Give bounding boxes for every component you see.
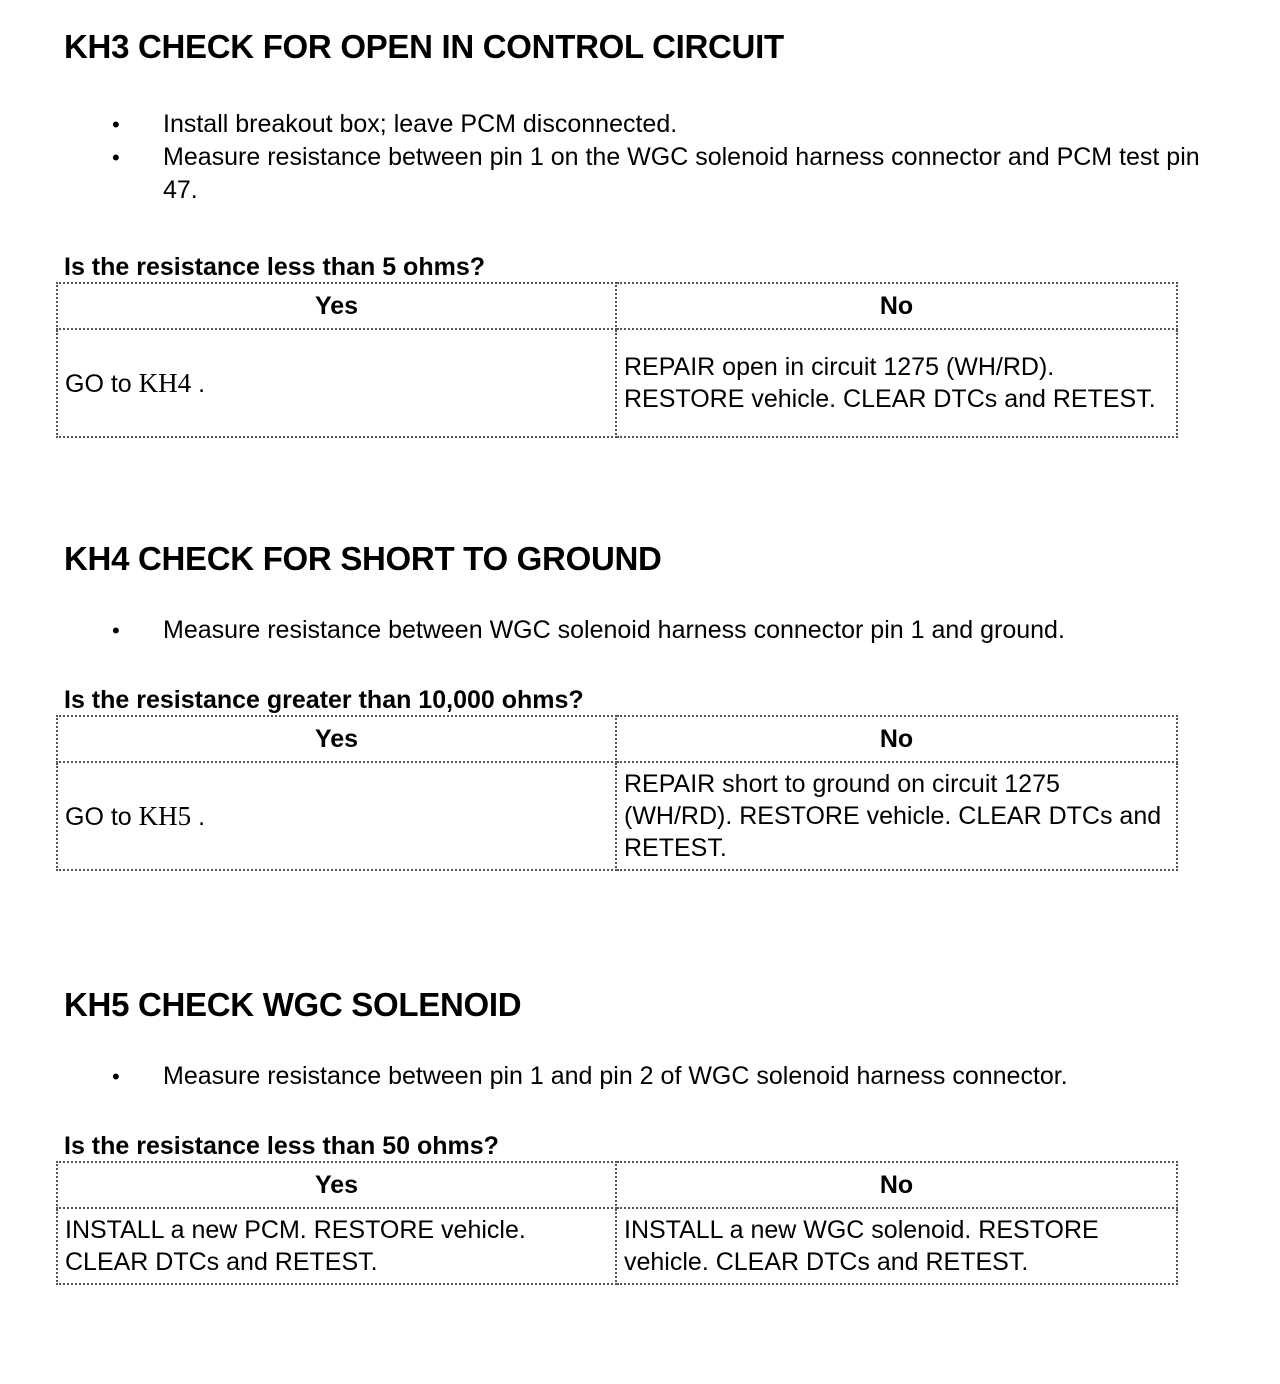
goto-link-kh5[interactable]: KH5 — [138, 800, 192, 831]
no-header: No — [616, 283, 1177, 329]
section-kh4 — [64, 538, 1224, 871]
step-list — [64, 1060, 1224, 1093]
section-title: KH5 CHECK WGC SOLENOID — [64, 986, 522, 1023]
question: Is the resistance greater than 10,000 ohms? — [64, 686, 584, 714]
step-list — [64, 108, 1224, 207]
decision-table — [56, 715, 1178, 871]
step-item: • Measure resistance between pin 1 on the WGC solenoid harness connector and PCM test pin 47. — [64, 141, 1224, 207]
yes-cell — [57, 762, 616, 870]
question: Is the resistance less than 5 ohms? — [64, 253, 485, 281]
section-title: KH4 CHECK FOR SHORT TO GROUND — [64, 540, 662, 577]
yes-header: Yes — [57, 1162, 616, 1208]
section-kh3 — [64, 26, 1224, 438]
goto-link-kh4[interactable]: KH4 — [138, 367, 192, 398]
yes-prefix: GO to — [65, 802, 139, 831]
step-item: • Measure resistance between WGC solenoid harness connector pin 1 and ground. — [64, 614, 1224, 647]
no-header: No — [616, 716, 1177, 762]
yes-suffix: . — [191, 802, 206, 831]
no-cell: REPAIR short to ground on circuit 1275 (WH/RD). RESTORE vehicle. CLEAR DTCs and RETEST. — [616, 762, 1177, 870]
yes-cell: INSTALL a new PCM. RESTORE vehicle. CLEAR DTCs and RETEST. — [57, 1208, 616, 1284]
step-item: • Measure resistance between pin 1 and pin 2 of WGC solenoid harness connector. — [64, 1060, 1224, 1093]
question: Is the resistance less than 50 ohms? — [64, 1132, 499, 1160]
decision-table — [56, 282, 1178, 438]
section-kh5 — [64, 984, 1224, 1285]
yes-cell — [57, 329, 616, 437]
yes-header: Yes — [57, 283, 616, 329]
decision-table — [56, 1161, 1178, 1285]
section-title: KH3 CHECK FOR OPEN IN CONTROL CIRCUIT — [64, 28, 784, 65]
step-list — [64, 614, 1224, 647]
yes-suffix: . — [191, 369, 206, 398]
no-header: No — [616, 1162, 1177, 1208]
no-cell: INSTALL a new WGC solenoid. RESTORE vehicle. CLEAR DTCs and RETEST. — [616, 1208, 1177, 1284]
yes-prefix: GO to — [65, 369, 139, 398]
step-item: • Install breakout box; leave PCM disconnected. — [64, 108, 1224, 141]
no-cell: REPAIR open in circuit 1275 (WH/RD). RESTORE vehicle. CLEAR DTCs and RETEST. — [616, 329, 1177, 437]
yes-header: Yes — [57, 716, 616, 762]
